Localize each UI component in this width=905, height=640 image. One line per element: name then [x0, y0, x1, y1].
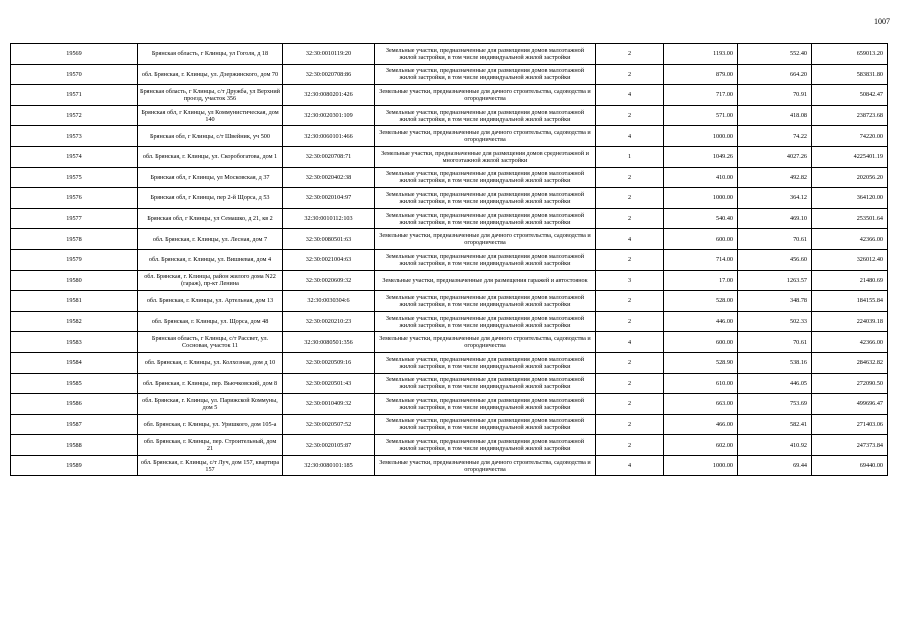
land-use-cell: Земельные участки, предназначенные для размещения домов малоэтажной жилой застройки, в том числе индивидуальной жилой застройки — [375, 105, 596, 126]
cadastral-number-cell: 32:30:0080501:356 — [283, 332, 375, 353]
cadastral-number-cell: 32:30:0020708:71 — [283, 146, 375, 167]
land-use-cell: Земельные участки, предназначенные для размещения домов малоэтажной жилой застройки, в том числе индивидуальной жилой застройки — [375, 311, 596, 332]
address-cell: Брянская обл, г Клинцы, ул Семашко, д 21, кв 2 — [138, 208, 283, 229]
address-cell: обл. Брянская, г. Клинцы, ул. Артельная, дом 13 — [138, 291, 283, 312]
group-code-cell: 4 — [596, 229, 664, 250]
address-cell: обл. Брянская, г. Клинцы, пер. Вьючковский, дом 8 — [138, 373, 283, 394]
cadastral-number-cell: 32:30:0010409:32 — [283, 394, 375, 415]
row-number: 19582 — [11, 311, 138, 332]
group-code-cell: 2 — [596, 414, 664, 435]
area-cell: 610.00 — [664, 373, 738, 394]
cadastral-value-cell: 74220.00 — [812, 126, 888, 147]
land-use-cell: Земельные участки, предназначенные для размещения домов малоэтажной жилой застройки, в том числе индивидуальной жилой застройки — [375, 352, 596, 373]
land-use-cell: Земельные участки, предназначенные для размещения домов малоэтажной жилой застройки, в том числе индивидуальной жилой застройки — [375, 249, 596, 270]
address-cell: обл. Брянская, г. Клинцы, ул. Колхозная, дом д 10 — [138, 352, 283, 373]
address-cell: обл. Брянская, г. Клинцы, ул. Лесная, дом 7 — [138, 229, 283, 250]
land-use-cell: Земельные участки, предназначенные для дачного строительства, садоводства и огородничества — [375, 332, 596, 353]
address-cell: обл. Брянская, г. Клинцы, с/т Луч, дом 157, квартира 157 — [138, 455, 283, 476]
cadastral-value-cell: 271403.06 — [812, 414, 888, 435]
address-cell: Брянская обл, г Клинцы, ул Московская, д 37 — [138, 167, 283, 188]
area-cell: 528.00 — [664, 291, 738, 312]
row-number: 19585 — [11, 373, 138, 394]
cadastral-value-cell: 238723.68 — [812, 105, 888, 126]
address-cell: обл. Брянская, г. Клинцы, ул. Парижской Коммуны, дом 5 — [138, 394, 283, 415]
area-cell: 540.40 — [664, 208, 738, 229]
cadastral-number-cell: 32:30:0020105:87 — [283, 435, 375, 456]
table-row — [11, 64, 888, 85]
table-row — [11, 229, 888, 250]
cadastral-value-cell: 499696.47 — [812, 394, 888, 415]
land-use-cell: Земельные участки, предназначенные для размещения домов среднеэтажной и многоэтажной жилой застройки — [375, 146, 596, 167]
group-code-cell: 2 — [596, 208, 664, 229]
cadastral-value-cell: 583831.80 — [812, 64, 888, 85]
cadastral-number-cell: 32:30:0020708:86 — [283, 64, 375, 85]
land-use-cell: Земельные участки, предназначенные для дачного строительства, садоводства и огородничества — [375, 455, 596, 476]
area-cell: 1193.00 — [664, 44, 738, 65]
cadastral-value-cell: 284632.82 — [812, 352, 888, 373]
row-number: 19578 — [11, 229, 138, 250]
cadastral-number-cell: 32:30:0010119:20 — [283, 44, 375, 65]
cadastral-value-cell: 4225401.19 — [812, 146, 888, 167]
specific-value-cell: 348.78 — [738, 291, 812, 312]
cadastral-value-cell: 364120.00 — [812, 188, 888, 209]
cadastral-value-cell: 42366.00 — [812, 229, 888, 250]
table-row — [11, 311, 888, 332]
row-number: 19587 — [11, 414, 138, 435]
area-cell: 528.90 — [664, 352, 738, 373]
land-use-cell: Земельные участки, предназначенные для дачного строительства, садоводства и огородничества — [375, 126, 596, 147]
table-row — [11, 435, 888, 456]
cadastral-value-cell: 272090.50 — [812, 373, 888, 394]
address-cell: Брянская обл, г Клинцы, с/т Швейник, уч 500 — [138, 126, 283, 147]
group-code-cell: 2 — [596, 64, 664, 85]
row-number: 19571 — [11, 85, 138, 106]
address-cell: обл. Брянская, г. Клинцы, район жилого дома N22 (гараж), пр-кт Ленина — [138, 270, 283, 291]
cadastral-value-cell: 50842.47 — [812, 85, 888, 106]
specific-value-cell: 4027.26 — [738, 146, 812, 167]
group-code-cell: 3 — [596, 270, 664, 291]
specific-value-cell: 364.12 — [738, 188, 812, 209]
area-cell: 1000.00 — [664, 126, 738, 147]
group-code-cell: 4 — [596, 332, 664, 353]
specific-value-cell: 70.61 — [738, 229, 812, 250]
specific-value-cell: 552.40 — [738, 44, 812, 65]
cadastral-value-cell: 69440.00 — [812, 455, 888, 476]
area-cell: 1000.00 — [664, 455, 738, 476]
specific-value-cell: 446.05 — [738, 373, 812, 394]
table-row — [11, 85, 888, 106]
address-cell: Брянская область, г Клинцы, с/т Рассвет, ул. Сосновая, участок 11 — [138, 332, 283, 353]
cadastral-number-cell: 32:30:0020104:97 — [283, 188, 375, 209]
row-number: 19576 — [11, 188, 138, 209]
row-number: 19581 — [11, 291, 138, 312]
address-cell: Брянская обл, г Клинцы, ул Коммунистическая, дом 140 — [138, 105, 283, 126]
area-cell: 466.00 — [664, 414, 738, 435]
row-number: 19569 — [11, 44, 138, 65]
address-cell: Брянская область, г Клинцы, ул Гоголя, д 18 — [138, 44, 283, 65]
row-number: 19572 — [11, 105, 138, 126]
cadastral-number-cell: 32:30:0020609:32 — [283, 270, 375, 291]
row-number: 19586 — [11, 394, 138, 415]
area-cell: 663.00 — [664, 394, 738, 415]
specific-value-cell: 664.20 — [738, 64, 812, 85]
specific-value-cell: 469.10 — [738, 208, 812, 229]
row-number: 19577 — [11, 208, 138, 229]
land-use-cell: Земельные участки, предназначенные для размещения домов малоэтажной жилой застройки, в том числе индивидуальной жилой застройки — [375, 64, 596, 85]
group-code-cell: 4 — [596, 85, 664, 106]
specific-value-cell: 410.92 — [738, 435, 812, 456]
table-row — [11, 352, 888, 373]
group-code-cell: 2 — [596, 167, 664, 188]
specific-value-cell: 418.08 — [738, 105, 812, 126]
table-row — [11, 249, 888, 270]
land-use-cell: Земельные участки, предназначенные для дачного строительства, садоводства и огородничества — [375, 85, 596, 106]
cadastral-number-cell: 32:30:0080101:185 — [283, 455, 375, 476]
address-cell: обл. Брянская, г. Клинцы, ул. Дзержинского, дом 70 — [138, 64, 283, 85]
land-use-cell: Земельные участки, предназначенные для размещения домов малоэтажной жилой застройки, в том числе индивидуальной жилой застройки — [375, 394, 596, 415]
cadastral-number-cell: 32:30:0020509:16 — [283, 352, 375, 373]
row-number: 19579 — [11, 249, 138, 270]
group-code-cell: 4 — [596, 126, 664, 147]
table-row — [11, 394, 888, 415]
group-code-cell: 2 — [596, 311, 664, 332]
cadastral-number-cell: 32:30:0080201:426 — [283, 85, 375, 106]
row-number: 19584 — [11, 352, 138, 373]
specific-value-cell: 456.60 — [738, 249, 812, 270]
group-code-cell: 2 — [596, 291, 664, 312]
cadastral-value-cell: 21480.69 — [812, 270, 888, 291]
land-use-cell: Земельные участки, предназначенные для дачного строительства, садоводства и огородничества — [375, 229, 596, 250]
area-cell: 879.00 — [664, 64, 738, 85]
area-cell: 714.00 — [664, 249, 738, 270]
table-row — [11, 455, 888, 476]
specific-value-cell: 492.82 — [738, 167, 812, 188]
address-cell: обл. Брянская, г. Клинцы, ул. Уришкого, дом 105-а — [138, 414, 283, 435]
specific-value-cell: 69.44 — [738, 455, 812, 476]
specific-value-cell: 70.91 — [738, 85, 812, 106]
cadastral-value-cell: 224039.18 — [812, 311, 888, 332]
group-code-cell: 2 — [596, 44, 664, 65]
cadastral-value-cell: 184155.84 — [812, 291, 888, 312]
specific-value-cell: 582.41 — [738, 414, 812, 435]
table-row — [11, 188, 888, 209]
area-cell: 410.00 — [664, 167, 738, 188]
specific-value-cell: 502.33 — [738, 311, 812, 332]
land-use-cell: Земельные участки, предназначенные для размещения домов малоэтажной жилой застройки, в том числе индивидуальной жилой застройки — [375, 188, 596, 209]
area-cell: 717.00 — [664, 85, 738, 106]
area-cell: 571.00 — [664, 105, 738, 126]
address-cell: Брянская обл, г Клинцы, пер 2-й Щорса, д 53 — [138, 188, 283, 209]
land-use-cell: Земельные участки, предназначенные для размещения домов малоэтажной жилой застройки, в том числе индивидуальной жилой застройки — [375, 44, 596, 65]
cadastral-value-cell: 42366.00 — [812, 332, 888, 353]
cadastral-number-cell: 32:30:0020507:52 — [283, 414, 375, 435]
address-cell: обл. Брянская, г. Клинцы, пер. Строительный, дом 21 — [138, 435, 283, 456]
area-cell: 1049.26 — [664, 146, 738, 167]
address-cell: обл. Брянская, г. Клинцы, ул. Вишневая, дом 4 — [138, 249, 283, 270]
row-number: 19589 — [11, 455, 138, 476]
land-use-cell: Земельные участки, предназначенные для размещения домов малоэтажной жилой застройки, в том числе индивидуальной жилой застройки — [375, 167, 596, 188]
cadastral-value-cell: 247373.84 — [812, 435, 888, 456]
table-row — [11, 373, 888, 394]
land-use-cell: Земельные участки, предназначенные для размещения домов малоэтажной жилой застройки, в том числе индивидуальной жилой застройки — [375, 414, 596, 435]
cadastral-value-cell: 202056.20 — [812, 167, 888, 188]
area-cell: 600.00 — [664, 229, 738, 250]
group-code-cell: 2 — [596, 105, 664, 126]
row-number: 19588 — [11, 435, 138, 456]
land-use-cell: Земельные участки, предназначенные для размещения домов малоэтажной жилой застройки, в том числе индивидуальной жилой застройки — [375, 435, 596, 456]
cadastral-number-cell: 32:30:0010112:103 — [283, 208, 375, 229]
group-code-cell: 2 — [596, 188, 664, 209]
area-cell: 446.00 — [664, 311, 738, 332]
row-number: 19573 — [11, 126, 138, 147]
table-row — [11, 126, 888, 147]
cadastral-number-cell: 32:30:0020210:23 — [283, 311, 375, 332]
cadastral-number-cell: 32:30:0020501:43 — [283, 373, 375, 394]
cadastral-number-cell: 32:30:0030304:6 — [283, 291, 375, 312]
address-cell: Брянская область, г Клинцы, с/т Дружба, ул Верхний проезд, участок 356 — [138, 85, 283, 106]
table-row — [11, 167, 888, 188]
cadastral-number-cell: 32:30:0020301:109 — [283, 105, 375, 126]
group-code-cell: 4 — [596, 455, 664, 476]
row-number: 19574 — [11, 146, 138, 167]
specific-value-cell: 74.22 — [738, 126, 812, 147]
table-row — [11, 414, 888, 435]
area-cell: 602.00 — [664, 435, 738, 456]
area-cell: 1000.00 — [664, 188, 738, 209]
group-code-cell: 1 — [596, 146, 664, 167]
group-code-cell: 2 — [596, 249, 664, 270]
land-use-cell: Земельные участки, предназначенные для размещения домов малоэтажной жилой застройки, в том числе индивидуальной жилой застройки — [375, 291, 596, 312]
cadastral-number-cell: 32:30:0080501:63 — [283, 229, 375, 250]
group-code-cell: 2 — [596, 435, 664, 456]
cadastral-value-cell: 326012.40 — [812, 249, 888, 270]
area-cell: 600.00 — [664, 332, 738, 353]
table-row — [11, 332, 888, 353]
group-code-cell: 2 — [596, 373, 664, 394]
table-row — [11, 291, 888, 312]
table-row — [11, 208, 888, 229]
table-row — [11, 105, 888, 126]
cadastral-value-cell: 253501.64 — [812, 208, 888, 229]
table-row — [11, 146, 888, 167]
group-code-cell: 2 — [596, 394, 664, 415]
land-use-cell: Земельные участки, предназначенные для размещения домов малоэтажной жилой застройки, в том числе индивидуальной жилой застройки — [375, 208, 596, 229]
row-number: 19580 — [11, 270, 138, 291]
cadastral-number-cell: 32:30:0060101:466 — [283, 126, 375, 147]
specific-value-cell: 538.16 — [738, 352, 812, 373]
group-code-cell: 2 — [596, 352, 664, 373]
table-row — [11, 270, 888, 291]
cadastral-number-cell: 32:30:0020402:38 — [283, 167, 375, 188]
row-number: 19583 — [11, 332, 138, 353]
address-cell: обл. Брянская, г. Клинцы, ул. Скоробогатова, дом 1 — [138, 146, 283, 167]
cadastral-table — [10, 43, 888, 476]
cadastral-number-cell: 32:30:0021004:63 — [283, 249, 375, 270]
specific-value-cell: 70.61 — [738, 332, 812, 353]
row-number: 19570 — [11, 64, 138, 85]
specific-value-cell: 1263.57 — [738, 270, 812, 291]
area-cell: 17.00 — [664, 270, 738, 291]
cadastral-value-cell: 659013.20 — [812, 44, 888, 65]
page-number: 1007 — [874, 17, 890, 26]
specific-value-cell: 753.69 — [738, 394, 812, 415]
table-row — [11, 44, 888, 65]
row-number: 19575 — [11, 167, 138, 188]
address-cell: обл. Брянская, г. Клинцы, ул. Щорса, дом 48 — [138, 311, 283, 332]
land-use-cell: Земельные участки, предназначенные для размещения гаражей и автостоянок — [375, 270, 596, 291]
land-use-cell: Земельные участки, предназначенные для размещения домов малоэтажной жилой застройки, в том числе индивидуальной жилой застройки — [375, 373, 596, 394]
